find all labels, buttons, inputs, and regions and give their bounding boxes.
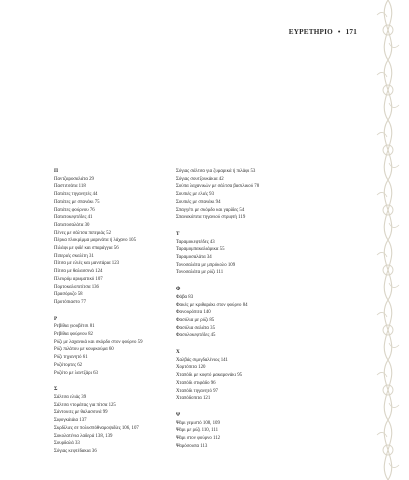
index-entry: Φασόλια σαλάτα 35 [176,325,216,331]
index-entry: Πίτσα με ελιές και μανιτάρια 123 [54,261,120,267]
index-entry: Σουπιές με ελιές 93 [176,192,215,198]
index-entry: Πορτοκαλοπιτίτσα 136 [54,284,99,290]
index-entry: Πατάτες φούρνου 76 [54,207,95,213]
index-entry: Χορτόπιτα 120 [176,365,206,371]
index-entry: Παστιτσάτα 118 [54,184,86,190]
index-entry: Προτόπιαστο 77 [54,299,87,305]
index-letter-heading: Χ [176,349,180,356]
index-entry: Φανουρόπιτα 140 [176,310,211,316]
group-spacer [54,377,179,386]
index-entry: Ρεβίθια φούρνου 82 [54,332,93,338]
section-title: ΕΥΡΕΤΗΡΙΟ [288,28,333,36]
index-entry: Ρυζότορτες 62 [54,362,83,368]
index-column-right [176,168,301,451]
index-entry: Χταπόδι τηγανητό 97 [176,388,218,394]
index-entry: Σόγιας σάλτσα για ζυμαρικά ή πιλάφι 53 [176,169,256,174]
index-entry: Ταραμοκεφτέδες 43 [176,239,215,245]
index-entry: Σόγιας σουτζουκάκια 42 [176,176,224,182]
index-entry: Ψάρι στον φούρνο 112 [176,436,221,442]
index-entry: Τονοσαλάτα με ρύζι 111 [176,270,224,276]
index-entry: Πατάτες τηγανητές 44 [54,192,98,198]
index-entry: Σοκολατένια λαδερά 138, 139 [54,433,113,439]
index-letter-heading: Ψ [176,411,181,418]
index-entry: Σκρδίλιες σε πολυσπόθναροψιδίες 106, 107 [54,425,139,431]
index-entry: Ρύζι με λαχανικά και σκόρδο στον φούρνο 59 [54,339,143,345]
index-entry: Πρασόρυζο 58 [54,292,83,298]
index-entry: Πατατοσαλάτα 30 [54,222,90,228]
index-entry: Χταπόδι στιφάδο 96 [176,380,216,386]
index-entry: Ψάρι με ρύζι 110, 111 [176,428,219,434]
index-entry: Φασόλια με ρύζι 85 [176,317,215,323]
index-entry: Ρεβίθια γιουβέτσι 81 [54,324,95,330]
index-letter-heading: Τ [176,230,180,237]
index-entry: Ρύζι πιλάτου με κουρκούμα 60 [54,347,114,353]
index-entry: Φασολοκεφτέδες 45 [176,333,216,339]
index-entry: Παντζαροσαλάτα 29 [54,176,94,182]
index-entry: Σούπα λαχανικών με σάλτσα βασιλικού 78 [176,184,260,190]
index-entry: Πένες με σάλτσα πιπεριάς 52 [54,230,111,236]
index-letter-heading: Σ [54,386,58,393]
index-entry: Πατάτες με σπανάκι 75 [54,199,100,205]
index-entry: Τονοσαλάτα με μπρόκολο 109 [176,262,236,268]
index-entry: Πλευρόμ αρωματικό 107 [54,276,103,282]
page-number: 171 [345,28,357,36]
index-entry: Ταραμοσαλάτα 34 [176,255,212,261]
index-entry: Πέρκα πλοκρίμμα μαρινάτα ή λάχανο 105 [54,238,136,244]
page-header [289,28,357,36]
group-spacer [176,403,301,412]
index-entry: Πίτσα με θαλασσινά 124 [54,269,103,275]
decorative-border-ornament [367,0,409,480]
index-letter-heading: Φ [176,286,181,293]
index-entry: Ρύζι τηγανητό 61 [54,355,88,361]
index-entry: Χταπόδοπιτα 121 [176,396,211,402]
index-entry: Πιπεριές σκαλίτη 31 [54,253,94,259]
index-entry: Σιφογκάιάια 137 [54,418,87,424]
index-entry: Σουπιές με σπανάκι 94 [176,199,221,205]
index-entry: Ρυζότο με λαντζάρι 63 [54,370,98,376]
header-bullet: • [337,28,341,36]
index-entry: Σπανακόπιτα τηγανιού στριφτή 119 [176,215,246,221]
index-entry: Σπαγγέτι με σκόρδο και γαρίδες 54 [176,207,245,213]
index-entry: Πιλάφι με φιδέ και σπαράγγια 56 [54,246,119,252]
index-entry: Φάβα 83 [176,294,194,300]
index-entry: Ταραμομπακαλιάρικα 55 [176,247,225,253]
index-letter-heading: Π [54,168,59,174]
index-entry: Σόγιας κεφτέδακια 36 [54,448,97,454]
index-entry: Πατατοκεφτέδες 41 [54,215,93,221]
index-entry: Ψάρι γεμιστό 108, 109 [176,420,220,426]
index-entry: Φακές με κριθαράκι στον φούρνο 84 [176,302,248,308]
index-entry: Σάντουιτς με θαλασσινά 99 [54,410,108,416]
index-entry: Ψαρόσουπα 113 [176,443,208,449]
group-spacer [176,277,301,286]
index-entry: Σουρδαλά 33 [54,441,80,447]
index-entry: Σάλτσα ελιάς 39 [54,394,87,400]
index-column-left [54,168,179,456]
index-letter-heading: Ρ [54,315,58,322]
index-entry: Χαλβάς σιμιγδαλένιος 141 [176,357,228,363]
index-entry: Χταπόδι με κοφτό μακαρονάκι 95 [176,373,243,379]
group-spacer [176,340,301,349]
group-spacer [176,222,301,231]
index-entry: Σάλτσα ντομάτας για πίτσα 125 [54,402,116,408]
group-spacer [54,307,179,316]
